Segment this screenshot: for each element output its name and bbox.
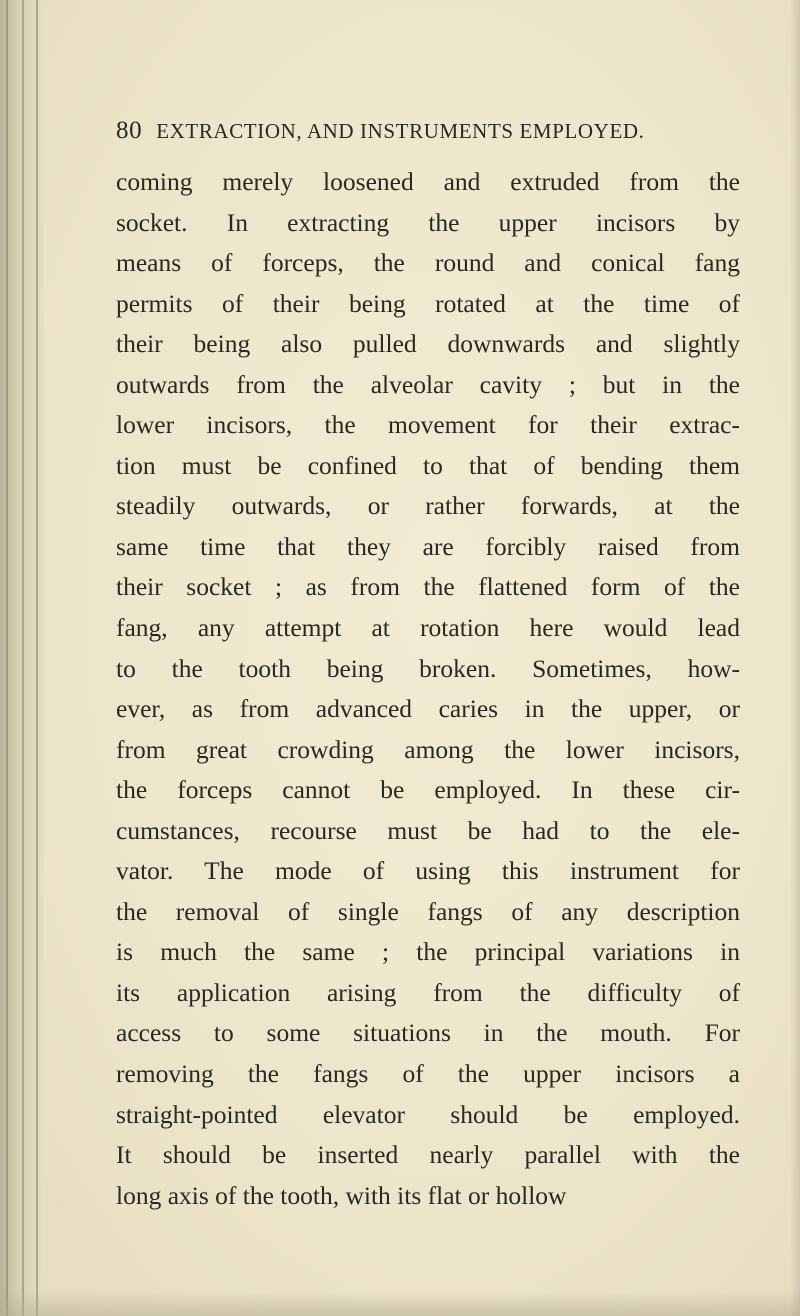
running-header — [116, 117, 756, 145]
text-line: is much the same ; the principal variations in — [116, 937, 740, 967]
text-line: removing the fangs of the upper incisors a — [116, 1059, 740, 1089]
gutter-line — [22, 0, 24, 1316]
text-line: to the tooth being broken. Sometimes, how- — [116, 653, 740, 683]
page-right-edge — [790, 0, 800, 1316]
text-line: lower incisors, the movement for their extrac- — [116, 410, 740, 440]
text-line: cumstances, recourse must be had to the ele- — [116, 815, 740, 845]
text-line: vator. The mode of using this instrument for — [116, 856, 740, 886]
text-line: tion must be confined to that of bending them — [116, 450, 740, 480]
page-number: 80 — [116, 117, 143, 144]
text-line: their being also pulled downwards and slightly — [116, 329, 740, 359]
text-line: the forceps cannot be employed. In these cir- — [116, 775, 740, 805]
text-line: ever, as from advanced caries in the upper, or — [116, 694, 740, 724]
text-line: fang, any attempt at rotation here would lead — [116, 613, 740, 643]
text-line: socket. In extracting the upper incisors by — [116, 207, 740, 237]
gutter-line — [6, 0, 8, 1316]
page-gutter — [0, 0, 44, 1316]
text-line: straight-pointed elevator should be employed. — [116, 1099, 740, 1129]
text-line: access to some situations in the mouth. For — [116, 1018, 740, 1048]
gutter-line — [36, 0, 38, 1316]
text-line: coming merely loosened and extruded from the — [116, 167, 740, 196]
text-line: same time that they are forcibly raised from — [116, 531, 740, 561]
running-title: EXTRACTION, AND INSTRUMENTS EMPLOYED. — [156, 119, 645, 143]
text-line: It should be inserted nearly parallel with the — [116, 1140, 740, 1170]
text-line: steadily outwards, or rather forwards, at the — [116, 491, 740, 521]
text-line: long axis of the tooth, with its flat or hollow — [116, 1180, 567, 1210]
body-text — [116, 162, 740, 1216]
text-line: the removal of single fangs of any description — [116, 896, 740, 926]
text-line: their socket ; as from the flattened form of the — [116, 572, 740, 602]
text-line: means of forceps, the round and conical fang — [116, 248, 740, 278]
text-line: from great crowding among the lower incisors, — [116, 734, 740, 764]
text-line: outwards from the alveolar cavity ; but in the — [116, 369, 740, 399]
text-line: its application arising from the difficulty of — [116, 977, 740, 1007]
page-bottom-edge — [0, 1290, 800, 1316]
text-line: permits of their being rotated at the time of — [116, 288, 740, 318]
